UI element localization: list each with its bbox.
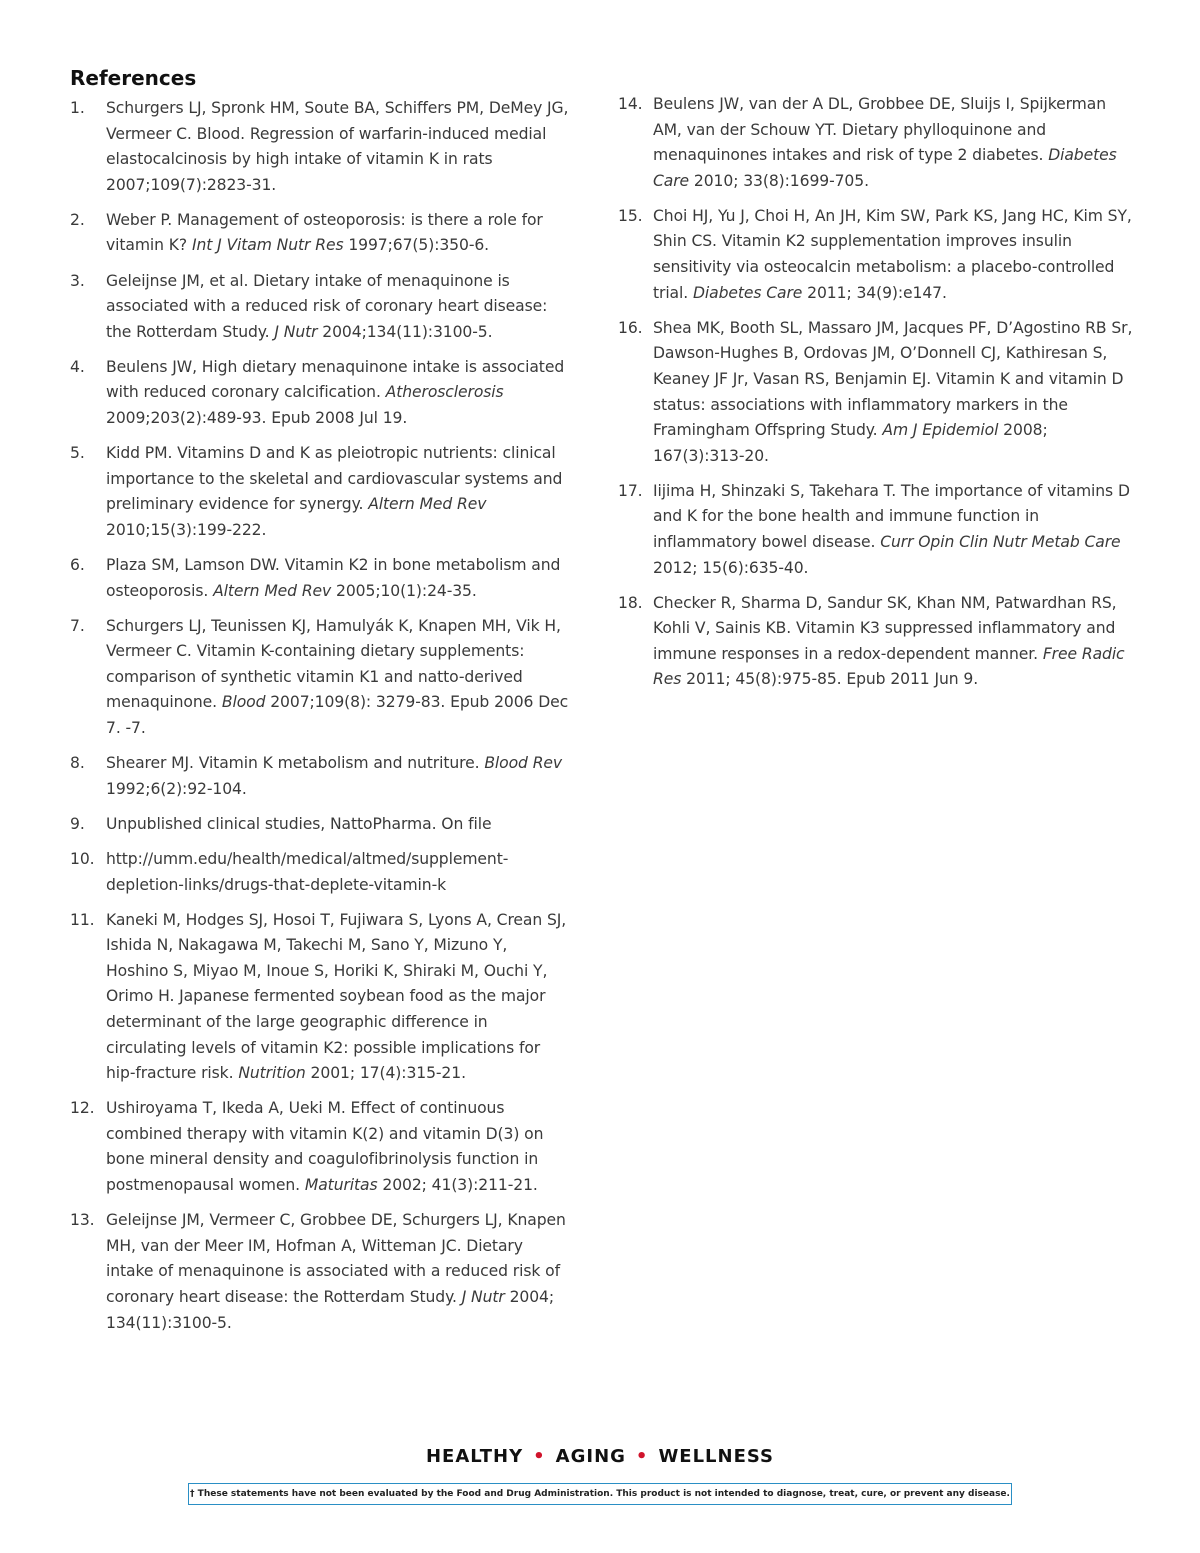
reference-text: http://umm.edu/health/medical/altmed/supplement-depletion-links/drugs-that-deplete-vitamin-k: [106, 849, 509, 894]
reference-item: [618, 204, 1138, 306]
reference-number: 15.: [618, 206, 643, 225]
references-left-column: [70, 96, 570, 1346]
reference-text: 2004;134(11):3100-5.: [317, 322, 493, 341]
reference-text: 2001; 17(4):315-21.: [305, 1064, 466, 1083]
journal-title: Diabetes Care: [692, 283, 803, 302]
reference-text: 1997;67(5):350-6.: [343, 236, 490, 255]
journal-title: Maturitas: [304, 1176, 378, 1195]
reference-text: Beulens JW, High dietary menaquinone intake is associated with reduced coronary calcification.: [106, 357, 565, 402]
reference-item: [618, 92, 1138, 194]
reference-item: [618, 316, 1138, 470]
reference-text: Schurgers LJ, Spronk HM, Soute BA, Schiffers PM, DeMey JG, Vermeer C. Blood. Regression of warfarin-induced medial elastocalcinosis by high intake of vitamin K in rats 2007;109(7):2823-31.: [106, 99, 569, 194]
reference-text: Iijima H, Shinzaki S, Takehara T. The importance of vitamins D and K for the bone health and immune function in inflammatory bowel disease.: [653, 481, 1130, 551]
tagline-word: HEALTHY: [425, 1446, 524, 1467]
tagline-word: WELLNESS: [658, 1446, 775, 1467]
reference-number: 5.: [70, 444, 85, 463]
reference-item: [70, 441, 570, 543]
tagline-word: AGING: [555, 1446, 626, 1467]
reference-number: 2.: [70, 210, 85, 229]
reference-text: Plaza SM, Lamson DW. Vitamin K2 in bone metabolism and osteoporosis.: [106, 556, 561, 600]
reference-number: 7.: [70, 616, 85, 635]
reference-text: Beulens JW, van der A DL, Grobbee DE, Sluijs I, Spijkerman AM, van der Schouw YT. Dietary phylloquinone and menaquinones intakes and risk of type 2 diabetes.: [653, 95, 1106, 165]
reference-text: 2007;109(8): 3279-83. Epub 2006 Dec 7. -7.: [106, 693, 569, 738]
journal-title: Free Radic Res: [653, 644, 1125, 689]
journal-title: Curr Opin Clin Nutr Metab Care: [880, 533, 1121, 551]
reference-text: Shearer MJ. Vitamin K metabolism and nutriture.: [106, 754, 485, 773]
reference-item: [70, 553, 570, 604]
reference-text: Ushiroyama T, Ikeda A, Ueki M. Effect of continuous combined therapy with vitamin K(2) and vitamin D(3) on bone mineral density and coagulofibrinolysis function in postmenopausal women.: [106, 1099, 544, 1195]
journal-title: Blood: [221, 693, 266, 712]
journal-title: Atherosclerosis: [385, 383, 504, 402]
journal-title: Altern Med Rev: [368, 495, 487, 514]
reference-number: 13.: [70, 1211, 95, 1230]
reference-text: 2010; 33(8):1699-705.: [689, 171, 869, 190]
reference-number: 1.: [70, 99, 85, 117]
reference-text: 1992;6(2):92-104.: [106, 779, 247, 798]
reference-text: Checker R, Sharma D, Sandur SK, Khan NM, Patwardhan RS, Kohli V, Sainis KB. Vitamin K3 suppressed inflammatory and immune responses in a redox-dependent manner.: [653, 593, 1117, 663]
journal-title: Nutrition: [238, 1064, 306, 1083]
journal-title: J Nutr: [274, 322, 318, 341]
reference-number: 10.: [70, 849, 95, 868]
reference-text: 2004; 134(11):3100-5.: [106, 1287, 555, 1332]
footer-tagline: [0, 1446, 1200, 1467]
tagline-separator: •: [635, 1446, 649, 1467]
reference-number: 3.: [70, 271, 85, 290]
reference-item: [618, 591, 1138, 693]
fda-disclaimer: † These statements have not been evaluated by the Food and Drug Administration. This product is not intended to diagnose, treat, cure, or prevent any disease.: [188, 1483, 1012, 1505]
reference-number: 6.: [70, 556, 85, 574]
journal-title: Am J Epidemiol: [882, 421, 999, 440]
journal-title: Diabetes Care: [653, 146, 1117, 190]
reference-text: Unpublished clinical studies, NattoPharma. On file: [106, 814, 492, 833]
reference-number: 4.: [70, 357, 85, 376]
reference-item: [70, 208, 570, 259]
reference-text: 2002; 41(3):211-21.: [377, 1176, 538, 1195]
reference-text: Choi HJ, Yu J, Choi H, An JH, Kim SW, Park KS, Jang HC, Kim SY, Shin CS. Vitamin K2 supplementation improves insulin sensitivity via osteocalcin metabolism: a placebo-controlled trial.: [653, 206, 1132, 302]
reference-item: [70, 847, 570, 898]
reference-item: [70, 355, 570, 432]
reference-item: [70, 1208, 570, 1336]
reference-number: 16.: [618, 318, 643, 337]
reference-text: 2005;10(1):24-35.: [331, 581, 477, 600]
journal-title: Altern Med Rev: [213, 581, 332, 600]
reference-text: 2010;15(3):199-222.: [106, 520, 267, 539]
reference-text: 2008; 167(3):313-20.: [653, 421, 1048, 465]
reference-number: 12.: [70, 1099, 95, 1118]
reference-item: [70, 96, 570, 198]
reference-text: 2012; 15(6):635-40.: [653, 558, 809, 577]
reference-text: Weber P. Management of osteoporosis: is there a role for vitamin K?: [106, 210, 543, 255]
reference-text: Geleijnse JM, Vermeer C, Grobbee DE, Schurgers LJ, Knapen MH, van der Meer IM, Hofman A, Witteman JC. Dietary intake of menaquinone is associated with a reduced risk of coronary heart disease: the Rotterdam Study.: [106, 1211, 566, 1306]
reference-number: 14.: [618, 95, 643, 113]
reference-number: 8.: [70, 754, 85, 773]
reference-text: Kaneki M, Hodges SJ, Hosoi T, Fujiwara S, Lyons A, Crean SJ, Ishida N, Nakagawa M, Takechi M, Sano Y, Mizuno Y, Hoshino S, Miyao M, Inoue S, Horiki K, Shiraki M, Ouchi Y, Orimo H. Japanese fermented soybean food as the major determinant of the large geographic difference in circulating levels of vitamin K2: possible implications for hip-fracture risk.: [106, 910, 567, 1083]
page-title: References: [70, 66, 197, 90]
journal-title: Blood Rev: [484, 754, 563, 773]
reference-text: 2011; 34(9):e147.: [802, 283, 947, 302]
reference-item: [70, 614, 570, 742]
journal-title: Int J Vitam Nutr Res: [191, 236, 344, 255]
reference-item: [70, 908, 570, 1087]
reference-number: 17.: [618, 481, 643, 500]
reference-item: [70, 812, 570, 838]
reference-item: [70, 1096, 570, 1198]
reference-text: Geleijnse JM, et al. Dietary intake of menaquinone is associated with a reduced risk of coronary heart disease: the Rotterdam Study.: [106, 271, 548, 341]
tagline-separator: •: [533, 1446, 546, 1467]
reference-text: 2011; 45(8):975-85. Epub 2011 Jun 9.: [681, 670, 979, 689]
reference-text: Kidd PM. Vitamins D and K as pleiotropic nutrients: clinical importance to the skeletal and cardiovascular systems and preliminary evidence for synergy.: [106, 444, 563, 514]
reference-text: Shea MK, Booth SL, Massaro JM, Jacques PF, D’Agostino RB Sr, Dawson-Hughes B, Ordovas JM, O’Donnell CJ, Kathiresan S, Keaney JF Jr, Vasan RS, Benjamin EJ. Vitamin K and vitamin D status: associations with inflammatory markers in the Framingham Offspring Study.: [653, 318, 1133, 440]
reference-text: 2009;203(2):489-93. Epub 2008 Jul 19.: [106, 409, 408, 428]
references-right-column: [618, 92, 1138, 703]
reference-item: [70, 751, 570, 802]
reference-item: [70, 269, 570, 346]
reference-number: 9.: [70, 814, 85, 833]
reference-number: 18.: [618, 593, 643, 612]
reference-text: Schurgers LJ, Teunissen KJ, Hamulyák K, Knapen MH, Vik H, Vermeer C. Vitamin K-containing dietary supplements: comparison of synthetic vitamin K1 and natto-derived menaquinone.: [106, 616, 561, 712]
reference-number: 11.: [70, 910, 95, 929]
reference-item: [618, 479, 1138, 581]
journal-title: J Nutr: [461, 1287, 505, 1306]
